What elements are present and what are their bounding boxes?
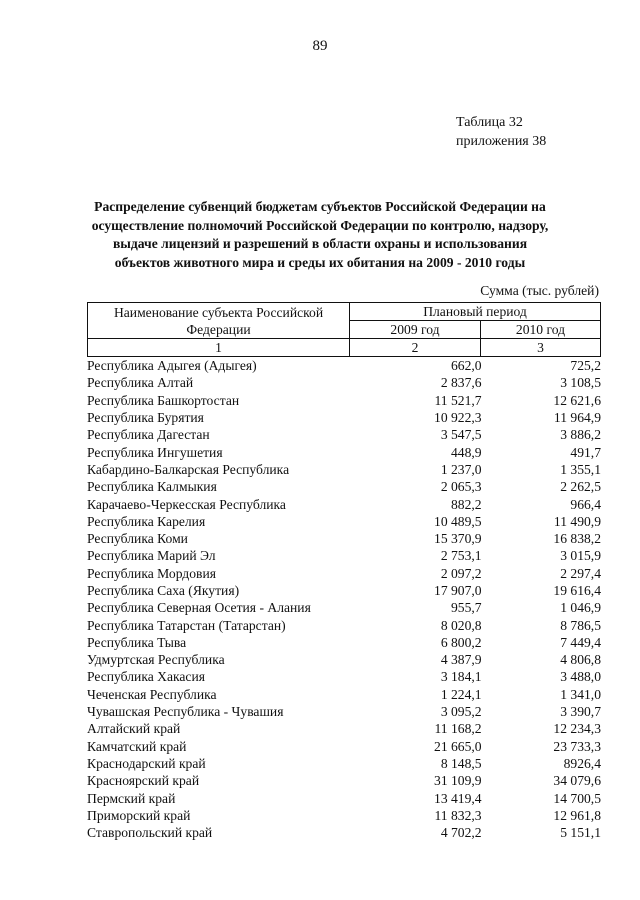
value-2009-cell: 1 237,0	[440, 461, 482, 477]
value-2010-cell: 7 449,4	[560, 634, 601, 650]
header-num-1: 1	[88, 339, 350, 357]
table-row	[87, 824, 601, 841]
region-cell: Республика Башкортостан	[87, 392, 240, 408]
region-cell: Республика Северная Осетия - Алания	[87, 600, 311, 616]
table-row	[87, 357, 601, 374]
value-2009-cell: 1 224,1	[440, 686, 482, 702]
region-cell: Республика Калмыкия	[87, 479, 217, 495]
region-cell: Кабардино-Балкарская Республика	[87, 461, 290, 477]
region-cell: Алтайский край	[87, 721, 181, 737]
value-2010-cell: 1 355,1	[560, 461, 601, 477]
document-title	[70, 198, 570, 272]
value-2009-cell: 31 109,9	[434, 773, 482, 789]
table-row	[87, 720, 601, 737]
value-2010-cell: 8926,4	[563, 755, 601, 771]
value-2009-cell: 3 095,2	[440, 704, 482, 720]
value-2009-cell: 4 387,9	[440, 652, 482, 668]
units-label: Сумма (тыс. рублей)	[480, 283, 599, 298]
table-row	[87, 807, 601, 824]
table-row	[87, 392, 601, 409]
value-2009-cell: 2 837,6	[440, 375, 482, 391]
header-region-line1: Наименование субъекта Российской	[113, 304, 324, 320]
value-2010-cell: 12 621,6	[553, 392, 601, 408]
value-2009-cell: 955,7	[451, 600, 482, 616]
region-cell: Республика Бурятия	[87, 410, 204, 426]
value-2010-cell: 19 616,4	[553, 583, 601, 598]
value-2009-cell: 11 521,7	[434, 392, 482, 408]
value-2009-cell: 662,0	[451, 358, 482, 374]
value-2010-cell: 34 079,6	[553, 773, 601, 789]
table-row	[87, 686, 601, 703]
value-2010-cell: 3 108,5	[560, 375, 601, 391]
table-row	[87, 634, 601, 651]
title-line3: выдаче лицензий и разрешений в области охраны и использования	[112, 236, 528, 251]
value-2009-cell: 3 547,5	[440, 427, 482, 443]
region-cell: Карачаево-Черкесская Республика	[87, 496, 286, 512]
value-2010-cell: 3 886,2	[560, 427, 601, 443]
header-plan-period: Плановый период	[350, 303, 601, 321]
value-2009-cell: 8 020,8	[440, 617, 482, 633]
value-2010-cell: 23 733,3	[553, 738, 601, 754]
value-2010-cell: 725,2	[570, 358, 601, 374]
page-number: 89	[312, 38, 328, 54]
region-cell: Республика Адыгея (Адыгея)	[87, 358, 257, 374]
table-row	[87, 443, 601, 460]
region-cell: Республика Саха (Якутия)	[87, 583, 240, 598]
table-row	[87, 651, 601, 668]
region-cell: Пермский край	[87, 790, 176, 806]
value-2009-cell: 17 907,0	[434, 583, 482, 598]
region-cell: Приморский край	[87, 807, 191, 823]
value-2009-cell: 13 419,4	[434, 790, 482, 806]
value-2009-cell: 2 753,1	[440, 548, 482, 564]
value-2010-cell: 491,7	[570, 444, 601, 460]
value-2010-cell: 2 297,4	[560, 565, 601, 581]
table-row	[87, 789, 601, 806]
value-2010-cell: 2 262,5	[560, 479, 601, 495]
region-cell: Республика Дагестан	[87, 427, 210, 443]
title-line4: объектов животного мира и среды их обитания на 2009 - 2010 годы	[114, 254, 526, 270]
table-row	[87, 478, 601, 495]
value-2009-cell: 4 702,2	[440, 825, 482, 841]
value-2009-cell: 15 370,9	[434, 531, 482, 547]
data-table	[87, 357, 601, 841]
value-2010-cell: 966,4	[570, 496, 601, 512]
header-year-2009: 2009 год	[350, 321, 481, 339]
table-row	[87, 530, 601, 547]
region-cell: Республика Татарстан (Татарстан)	[87, 617, 286, 633]
table-row	[87, 461, 601, 478]
table-row	[87, 772, 601, 789]
value-2010-cell: 1 341,0	[560, 686, 601, 702]
region-cell: Красноярский край	[87, 773, 200, 789]
value-2010-cell: 4 806,8	[560, 652, 601, 668]
table-ref-line2: приложения 38	[456, 134, 547, 149]
region-cell: Краснодарский край	[87, 755, 206, 771]
value-2010-cell: 12 961,8	[553, 807, 601, 823]
table-body	[87, 357, 601, 841]
region-cell: Ставропольский край	[87, 825, 213, 841]
value-2009-cell: 21 665,0	[434, 738, 482, 754]
table-row	[87, 599, 601, 616]
table-header	[87, 302, 601, 357]
title-line1: Распределение субвенций бюджетам субъектов Российской Федерации на	[94, 199, 546, 214]
table-row	[87, 409, 601, 426]
region-cell: Республика Хакасия	[87, 669, 205, 685]
value-2009-cell: 10 922,3	[434, 410, 482, 426]
table-row	[87, 495, 601, 512]
value-2009-cell: 11 832,3	[434, 807, 482, 823]
value-2010-cell: 12 234,3	[553, 721, 601, 737]
value-2009-cell: 11 168,2	[434, 721, 482, 737]
region-cell: Республика Мордовия	[87, 565, 216, 581]
value-2009-cell: 3 184,1	[440, 669, 482, 685]
table-row	[87, 616, 601, 633]
value-2010-cell: 3 390,7	[560, 704, 601, 720]
table-row	[87, 582, 601, 599]
header-num-2: 2	[350, 339, 481, 357]
value-2010-cell: 16 838,2	[553, 531, 601, 547]
region-cell: Чеченская Республика	[87, 686, 217, 702]
table-row	[87, 738, 601, 755]
table-row	[87, 755, 601, 772]
table-row	[87, 547, 601, 564]
header-year-2010: 2010 год	[480, 321, 600, 339]
region-cell: Республика Тыва	[87, 634, 187, 650]
value-2010-cell: 11 490,9	[553, 513, 601, 529]
header-region	[88, 303, 350, 339]
region-cell: Республика Карелия	[87, 513, 206, 529]
table-row	[87, 513, 601, 530]
table-row	[87, 565, 601, 582]
value-2010-cell: 3 488,0	[560, 669, 601, 685]
value-2010-cell: 14 700,5	[553, 790, 601, 806]
value-2009-cell: 8 148,5	[440, 755, 482, 771]
region-cell: Камчатский край	[87, 738, 187, 754]
header-region-line2: Федерации	[186, 321, 251, 337]
region-cell: Республика Коми	[87, 531, 188, 547]
table-row	[87, 426, 601, 443]
value-2010-cell: 11 964,9	[553, 410, 601, 426]
value-2009-cell: 10 489,5	[434, 513, 482, 529]
table-row	[87, 374, 601, 391]
value-2009-cell: 448,9	[451, 444, 482, 460]
table-reference	[456, 113, 546, 151]
table-row	[87, 703, 601, 720]
header-num-3: 3	[480, 339, 600, 357]
value-2010-cell: 1 046,9	[560, 600, 601, 616]
region-cell: Республика Алтай	[87, 375, 194, 391]
title-line2: осуществление полномочий Российской Федерации по контролю, надзору,	[91, 217, 549, 233]
region-cell: Республика Ингушетия	[87, 444, 223, 460]
value-2009-cell: 2 097,2	[440, 565, 482, 581]
value-2010-cell: 5 151,1	[560, 825, 601, 841]
value-2010-cell: 3 015,9	[560, 548, 601, 564]
region-cell: Республика Марий Эл	[87, 548, 216, 564]
value-2009-cell: 6 800,2	[440, 634, 482, 650]
table-row	[87, 668, 601, 685]
table-ref-line1: Таблица 32	[456, 115, 523, 130]
region-cell: Удмуртская Республика	[87, 652, 225, 668]
region-cell: Чувашская Республика - Чувашия	[87, 704, 284, 720]
value-2010-cell: 8 786,5	[560, 617, 601, 633]
value-2009-cell: 2 065,3	[440, 479, 482, 495]
value-2009-cell: 882,2	[451, 496, 482, 512]
